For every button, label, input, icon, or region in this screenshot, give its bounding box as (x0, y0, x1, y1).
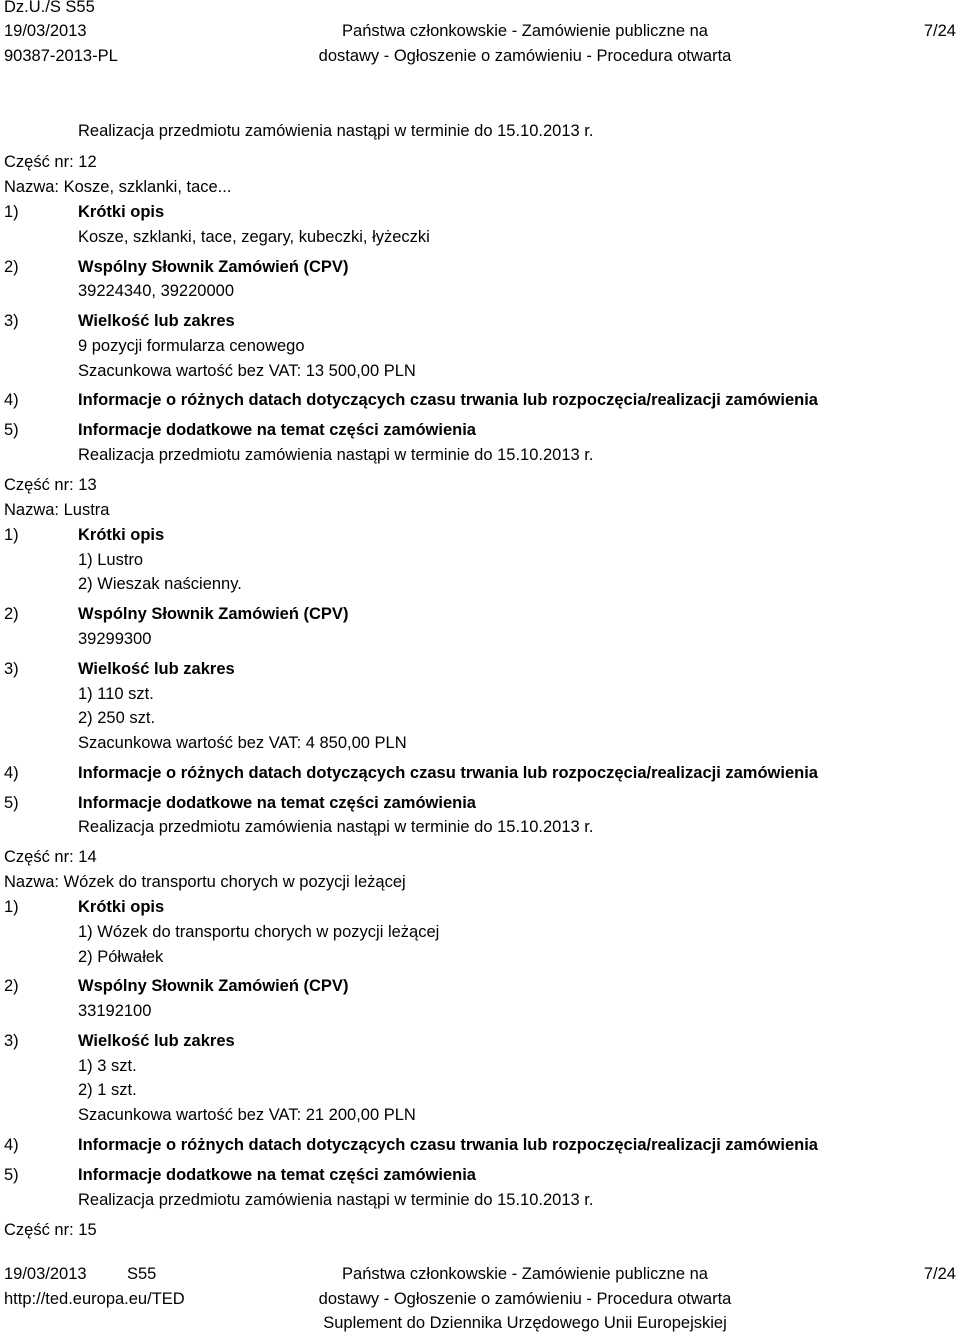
document-id: 90387-2013-PL (4, 47, 118, 65)
part-name: Nazwa: Wózek do transportu chorych w pozycji leżącej (4, 873, 406, 891)
short-description-item: 2) Półwałek (78, 948, 164, 966)
short-description-item: 1) Wózek do transportu chorych w pozycji leżącej (78, 923, 440, 941)
cpv-codes: 39224340, 39220000 (78, 282, 234, 300)
part-number: Część nr: 13 (4, 476, 97, 494)
footer-date: 19/03/2013 (4, 1265, 87, 1283)
estimated-value: Szacunkowa wartość bez VAT: 4 850,00 PLN (78, 734, 407, 752)
estimated-value: Szacunkowa wartość bez VAT: 13 500,00 PLN (78, 362, 416, 380)
section-title-quantity: Wielkość lub zakres (78, 1032, 235, 1050)
header-page-number: 7/24 (923, 22, 956, 40)
section-number: 3) (4, 660, 19, 678)
section-number: 1) (4, 526, 19, 544)
additional-info-text: Realizacja przedmiotu zamówienia nastąpi w terminie do 15.10.2013 r. (78, 446, 594, 464)
section-title-cpv: Wspólny Słownik Zamówień (CPV) (78, 605, 349, 623)
section-number: 2) (4, 977, 19, 995)
quantity-item: 1) 110 szt. (78, 685, 154, 703)
section-number: 3) (4, 312, 19, 330)
section-number: 5) (4, 421, 19, 439)
section-title-additional-info: Informacje dodatkowe na temat części zamówienia (78, 421, 476, 439)
journal-ref: Dz.U./S S55 (4, 0, 95, 16)
section-number: 2) (4, 605, 19, 623)
section-title-additional-info: Informacje dodatkowe na temat części zamówienia (78, 1166, 476, 1184)
quantity-item: 1) 3 szt. (78, 1057, 137, 1075)
section-title-short-description: Krótki opis (78, 526, 165, 544)
short-description-item: 1) Lustro (78, 551, 144, 569)
part-number: Część nr: 15 (4, 1221, 97, 1239)
part-number: Część nr: 12 (4, 153, 97, 171)
section-title-quantity: Wielkość lub zakres (78, 660, 235, 678)
section-title-dates: Informacje o różnych datach dotyczących czasu trwania lub rozpoczęcia/realizacji zamówienia (78, 764, 818, 782)
footer-page-number: 7/24 (923, 1265, 956, 1283)
section-number: 5) (4, 794, 19, 812)
section-number: 1) (4, 898, 19, 916)
section-title-short-description: Krótki opis (78, 898, 165, 916)
section-title-cpv: Wspólny Słownik Zamówień (CPV) (78, 258, 349, 276)
section-number: 4) (4, 391, 19, 409)
additional-info-text: Realizacja przedmiotu zamówienia nastąpi w terminie do 15.10.2013 r. (78, 818, 594, 836)
section-number: 5) (4, 1166, 19, 1184)
section-title-dates: Informacje o różnych datach dotyczących czasu trwania lub rozpoczęcia/realizacji zamówienia (78, 391, 818, 409)
section-title-short-description: Krótki opis (78, 203, 165, 221)
short-description-text: Kosze, szklanki, tace, zegary, kubeczki, łyżeczki (78, 228, 430, 246)
part11-additional-info-text: Realizacja przedmiotu zamówienia nastąpi w terminie do 15.10.2013 r. (78, 122, 594, 140)
header-title-line2: dostawy - Ogłoszenie o zamówieniu - Procedura otwarta (318, 47, 732, 65)
footer-title-line2: dostawy - Ogłoszenie o zamówieniu - Procedura otwarta (318, 1290, 732, 1308)
part-name: Nazwa: Lustra (4, 501, 110, 519)
header-title-line1: Państwa członkowskie - Zamówienie publiczne na (342, 22, 708, 40)
section-number: 2) (4, 258, 19, 276)
section-number: 4) (4, 1136, 19, 1154)
section-title-dates: Informacje o różnych datach dotyczących czasu trwania lub rozpoczęcia/realizacji zamówienia (78, 1136, 818, 1154)
section-number: 1) (4, 203, 19, 221)
section-title-cpv: Wspólny Słownik Zamówień (CPV) (78, 977, 349, 995)
part-name: Nazwa: Kosze, szklanki, tace... (4, 178, 232, 196)
section-title-additional-info: Informacje dodatkowe na temat części zamówienia (78, 794, 476, 812)
footer-title-line3: Suplement do Dziennika Urzędowego Unii Europejskiej (323, 1314, 727, 1332)
header-date: 19/03/2013 (4, 22, 87, 40)
additional-info-text: Realizacja przedmiotu zamówienia nastąpi w terminie do 15.10.2013 r. (78, 1191, 594, 1209)
cpv-codes: 33192100 (78, 1002, 152, 1020)
section-number: 3) (4, 1032, 19, 1050)
quantity-item: 2) 1 szt. (78, 1081, 137, 1099)
section-title-quantity: Wielkość lub zakres (78, 312, 235, 330)
cpv-codes: 39299300 (78, 630, 152, 648)
short-description-item: 2) Wieszak naścienny. (78, 575, 242, 593)
footer-series: S55 (127, 1265, 157, 1283)
quantity-text: 9 pozycji formularza cenowego (78, 337, 305, 355)
section-number: 4) (4, 764, 19, 782)
estimated-value: Szacunkowa wartość bez VAT: 21 200,00 PLN (78, 1106, 416, 1124)
part-number: Część nr: 14 (4, 848, 97, 866)
quantity-item: 2) 250 szt. (78, 709, 156, 727)
footer-url: http://ted.europa.eu/TED (4, 1290, 185, 1308)
footer-title-line1: Państwa członkowskie - Zamówienie publiczne na (342, 1265, 708, 1283)
